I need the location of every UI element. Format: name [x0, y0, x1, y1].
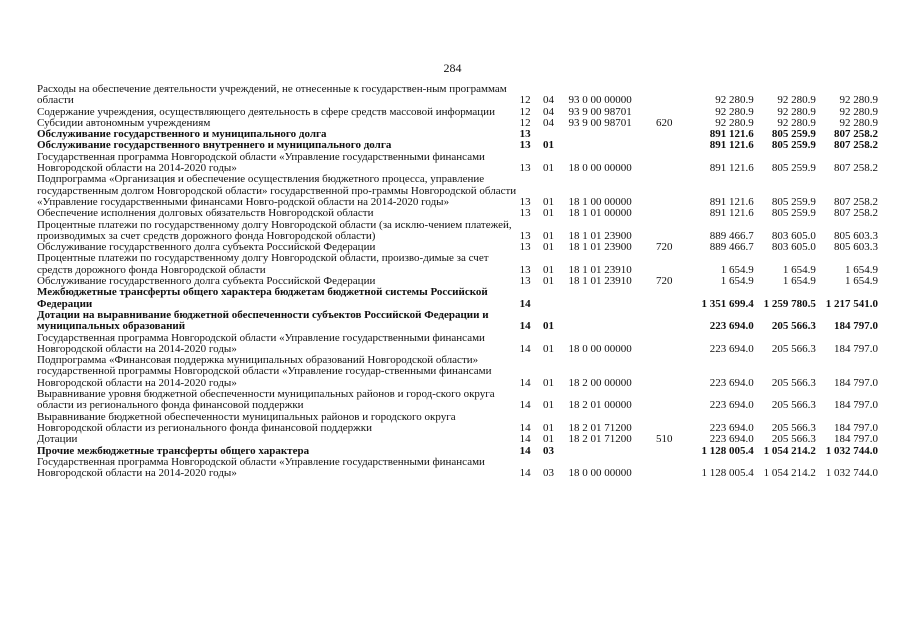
section-code: 12	[519, 105, 531, 118]
amount-year-1: 92 280.9	[715, 116, 754, 129]
amount-year-2: 805 259.9	[771, 195, 816, 208]
target-article: 18 1 01 23900	[568, 241, 632, 254]
section-code: 14	[519, 433, 531, 446]
amount-year-1: 223 694.0	[709, 421, 754, 434]
table-row	[37, 152, 878, 175]
subsection-code: 01	[543, 376, 554, 389]
subsection-code: 01	[543, 195, 554, 208]
expense-type	[656, 389, 690, 412]
subsection-code: 01	[543, 421, 554, 434]
row-name: Процентные платежи по государственному долгу Новгородской области, произво-димые за счет средств дорожного фонда Новгородской области	[37, 252, 489, 276]
row-name: Государственная программа Новгородской области «Управление государственными финансами Новгородской области на 2014-2020 годы»	[37, 150, 485, 175]
amount-year-3: 92 280.9	[839, 116, 878, 129]
section-code: 14	[519, 399, 531, 412]
subsection-code: 01	[543, 399, 554, 412]
amount-year-1: 891 121.6	[709, 207, 754, 220]
section-code: 13	[519, 241, 531, 254]
table-row	[37, 174, 878, 208]
row-name: Обслуживание государственного долга субъекта Российской Федерации	[37, 275, 376, 288]
subsection-code: 01	[543, 263, 554, 276]
subsection-code: 01	[543, 433, 554, 446]
amount-year-3: 1 032 744.0	[825, 467, 878, 480]
amount-year-3: 184 797.0	[834, 320, 878, 333]
amount-year-3: 807 258.2	[834, 195, 878, 208]
expense-type: 720	[656, 241, 673, 254]
section-code: 14	[519, 467, 531, 480]
table-row	[37, 84, 878, 107]
subsection-code: 04	[543, 94, 554, 107]
section-code: 13	[519, 263, 531, 276]
expense-type	[656, 140, 690, 151]
subsection-code: 04	[543, 116, 554, 129]
row-name: Обеспечение исполнения долговых обязательств Новгородской области	[37, 207, 374, 220]
amount-year-1: 889 466.7	[709, 241, 754, 254]
target-article: 93 9 00 98701	[568, 105, 632, 118]
row-name: Расходы на обеспечение деятельности учреждений, не отнесенные к государствен-ным программам области	[37, 83, 507, 107]
amount-year-1: 891 121.6	[709, 162, 754, 175]
expense-type	[656, 253, 690, 276]
subsection-code	[543, 287, 568, 310]
target-article	[568, 129, 656, 140]
expense-type	[656, 287, 690, 310]
amount-year-3: 1 217 541.0	[825, 297, 878, 310]
row-name: Подпрограмма «Финансовая поддержка муниципальных образований Новгородской области» государственной программы Новгородской области «Управление государ-ственными финансами Новгородской области на 2014-2020 годы»	[37, 354, 492, 389]
target-article: 18 1 01 23910	[568, 275, 632, 288]
amount-year-1: 1 654.9	[720, 263, 754, 276]
amount-year-1: 891 121.6	[709, 128, 754, 141]
row-name: Обслуживание государственного внутреннего и муниципального долга	[37, 139, 392, 152]
amount-year-3: 184 797.0	[834, 399, 878, 412]
amount-year-1: 92 280.9	[715, 105, 754, 118]
amount-year-1: 1 351 699.4	[701, 297, 754, 310]
amount-year-2: 205 566.3	[771, 421, 816, 434]
subsection-code: 03	[543, 444, 554, 457]
section-code: 13	[519, 207, 531, 220]
expense-type	[656, 412, 690, 435]
amount-year-2: 1 259 780.5	[763, 297, 816, 310]
section-code: 13	[519, 229, 531, 242]
amount-year-3: 807 258.2	[834, 128, 878, 141]
amount-year-3: 1 654.9	[845, 275, 878, 288]
subsection-code: 04	[543, 105, 554, 118]
budget-table	[37, 84, 878, 479]
amount-year-2: 803 605.0	[771, 241, 816, 254]
subsection-code: 01	[543, 139, 554, 152]
amount-year-1: 223 694.0	[709, 342, 754, 355]
amount-year-3: 805 603.3	[834, 229, 878, 242]
expense-type	[656, 152, 690, 175]
table-row	[37, 208, 878, 219]
expense-type	[656, 84, 690, 107]
subsection-code: 03	[543, 467, 554, 480]
amount-year-1: 223 694.0	[709, 399, 754, 412]
amount-year-1: 1 128 005.4	[701, 444, 754, 457]
section-code: 14	[519, 320, 531, 333]
row-name: Межбюджетные трансферты общего характера бюджетам бюджетной системы Российской Федерации	[37, 286, 488, 310]
amount-year-1: 223 694.0	[709, 320, 754, 333]
subsection-code: 01	[543, 241, 554, 254]
amount-year-3: 184 797.0	[834, 342, 878, 355]
subsection-code: 01	[543, 275, 554, 288]
table-row	[37, 434, 878, 445]
expense-type: 720	[656, 275, 673, 288]
amount-year-3: 807 258.2	[834, 207, 878, 220]
amount-year-2: 205 566.3	[771, 376, 816, 389]
amount-year-2: 805 259.9	[771, 162, 816, 175]
row-name: Выравнивание уровня бюджетной обеспеченности муниципальных районов и город-ского округа области из регионального фонда финансовой поддержки	[37, 388, 495, 412]
amount-year-2: 803 605.0	[771, 229, 816, 242]
table-row	[37, 389, 878, 412]
row-name: Выравнивание бюджетной обеспеченности муниципальных районов и городского округа Новгородской области из регионального фонда финансовой поддержки	[37, 410, 456, 434]
target-article: 93 9 00 98701	[568, 116, 632, 129]
row-name: Государственная программа Новгородской области «Управление государственными финансами Новгородской области на 2014-2020 годы»	[37, 331, 485, 355]
amount-year-3: 807 258.2	[834, 139, 878, 152]
subsection-code: 01	[543, 320, 554, 333]
expense-type	[656, 208, 690, 219]
section-code: 14	[519, 297, 531, 310]
amount-year-2: 92 280.9	[777, 105, 816, 118]
amount-year-2: 92 280.9	[777, 116, 816, 129]
row-name: Дотации на выравнивание бюджетной обеспеченности субъектов Российской Федерации и муниципальных образований	[37, 308, 489, 333]
target-article: 18 0 00 00000	[568, 467, 632, 480]
page-number: 284	[443, 61, 462, 75]
subsection-code: 01	[543, 207, 554, 220]
row-name: Государственная программа Новгородской области «Управление государственными финансами Новгородской области на 2014-2020 годы»	[37, 455, 485, 480]
amount-year-3: 184 797.0	[834, 421, 878, 434]
amount-year-3: 807 258.2	[834, 162, 878, 175]
amount-year-1: 891 121.6	[709, 195, 754, 208]
amount-year-2: 1 054 214.2	[763, 444, 816, 457]
expense-type	[656, 355, 690, 389]
target-article: 18 0 00 00000	[568, 342, 632, 355]
expense-type	[656, 129, 690, 140]
row-name: Обслуживание государственного долга субъекта Российской Федерации	[37, 241, 376, 254]
target-article	[568, 446, 656, 457]
amount-year-2: 805 259.9	[771, 207, 816, 220]
amount-year-1: 889 466.7	[709, 229, 754, 242]
section-code: 13	[519, 128, 531, 141]
target-article: 18 1 01 23910	[568, 263, 632, 276]
target-article: 18 2 01 00000	[568, 399, 632, 412]
subsection-code: 01	[543, 229, 554, 242]
section-code: 12	[519, 116, 531, 129]
amount-year-3: 1 032 744.0	[825, 444, 878, 457]
section-code: 14	[519, 342, 531, 355]
table-row	[37, 412, 878, 435]
amount-year-1: 223 694.0	[709, 376, 754, 389]
expense-type	[656, 220, 690, 243]
amount-year-3: 805 603.3	[834, 241, 878, 254]
target-article: 93 0 00 00000	[568, 94, 632, 107]
amount-year-2: 805 259.9	[771, 128, 816, 141]
expense-type	[656, 457, 690, 480]
section-code: 14	[519, 421, 531, 434]
table-row	[37, 310, 878, 333]
amount-year-2: 205 566.3	[771, 320, 816, 333]
row-name: Содержание учреждения, осуществляющего деятельность в сфере средств массовой информации	[37, 105, 495, 118]
row-name: Прочие межбюджетные трансферты общего характера	[37, 444, 310, 457]
amount-year-3: 92 280.9	[839, 105, 878, 118]
table-row	[37, 457, 878, 480]
amount-year-3: 184 797.0	[834, 376, 878, 389]
budget-table-body	[37, 84, 878, 479]
amount-year-3: 92 280.9	[839, 94, 878, 107]
table-row	[37, 287, 878, 310]
subsection-code: 01	[543, 162, 554, 175]
expense-type	[656, 174, 690, 208]
target-article: 18 2 00 00000	[568, 376, 632, 389]
row-name: Субсидии автономным учреждениям	[37, 116, 211, 129]
target-article	[568, 287, 656, 310]
amount-year-2: 205 566.3	[771, 342, 816, 355]
amount-year-1: 92 280.9	[715, 94, 754, 107]
section-code: 13	[519, 195, 531, 208]
amount-year-2: 1 654.9	[782, 275, 816, 288]
table-row	[37, 220, 878, 243]
amount-year-1: 223 694.0	[709, 433, 754, 446]
table-row	[37, 333, 878, 356]
subsection-code: 01	[543, 342, 554, 355]
row-name: Подпрограмма «Организация и обеспечение осуществления бюджетного процесса, управление государственным долгом Новгородской области» государственной про-граммы Новгородской области «Управление государственными финансами Новго-родской области на 2014-2020 годы»	[37, 173, 517, 208]
amount-year-2: 1 654.9	[782, 263, 816, 276]
amount-year-1: 1 654.9	[720, 275, 754, 288]
expense-type: 510	[656, 433, 673, 446]
expense-type	[656, 333, 690, 356]
amount-year-2: 1 054 214.2	[763, 467, 816, 480]
section-code: 12	[519, 94, 531, 107]
table-row	[37, 253, 878, 276]
target-article	[568, 310, 656, 333]
amount-year-2: 205 566.3	[771, 433, 816, 446]
amount-year-1: 1 128 005.4	[701, 467, 754, 480]
table-row	[37, 355, 878, 389]
target-article: 18 2 01 71200	[568, 433, 632, 446]
row-name: Обслуживание государственного и муниципального долга	[37, 128, 327, 141]
target-article: 18 2 01 71200	[568, 421, 632, 434]
target-article: 18 1 01 23900	[568, 229, 632, 242]
target-article	[568, 140, 656, 151]
target-article: 18 1 00 00000	[568, 195, 632, 208]
expense-type	[656, 446, 690, 457]
row-name: Дотации	[37, 433, 78, 446]
amount-year-2: 92 280.9	[777, 94, 816, 107]
amount-year-3: 184 797.0	[834, 433, 878, 446]
section-code: 14	[519, 376, 531, 389]
amount-year-3: 1 654.9	[845, 263, 878, 276]
target-article: 18 1 01 00000	[568, 207, 632, 220]
amount-year-1: 891 121.6	[709, 139, 754, 152]
amount-year-2: 205 566.3	[771, 399, 816, 412]
section-code: 13	[519, 275, 531, 288]
expense-type: 620	[656, 116, 673, 129]
section-code: 14	[519, 444, 531, 457]
section-code: 13	[519, 139, 531, 152]
amount-year-2: 805 259.9	[771, 139, 816, 152]
expense-type	[656, 310, 690, 333]
target-article: 18 0 00 00000	[568, 162, 632, 175]
section-code: 13	[519, 162, 531, 175]
row-name: Процентные платежи по государственному долгу Новгородской области (за исклю-чением платежей, производимых за счет средств дорожного фонда Новгородской области)	[37, 218, 512, 242]
